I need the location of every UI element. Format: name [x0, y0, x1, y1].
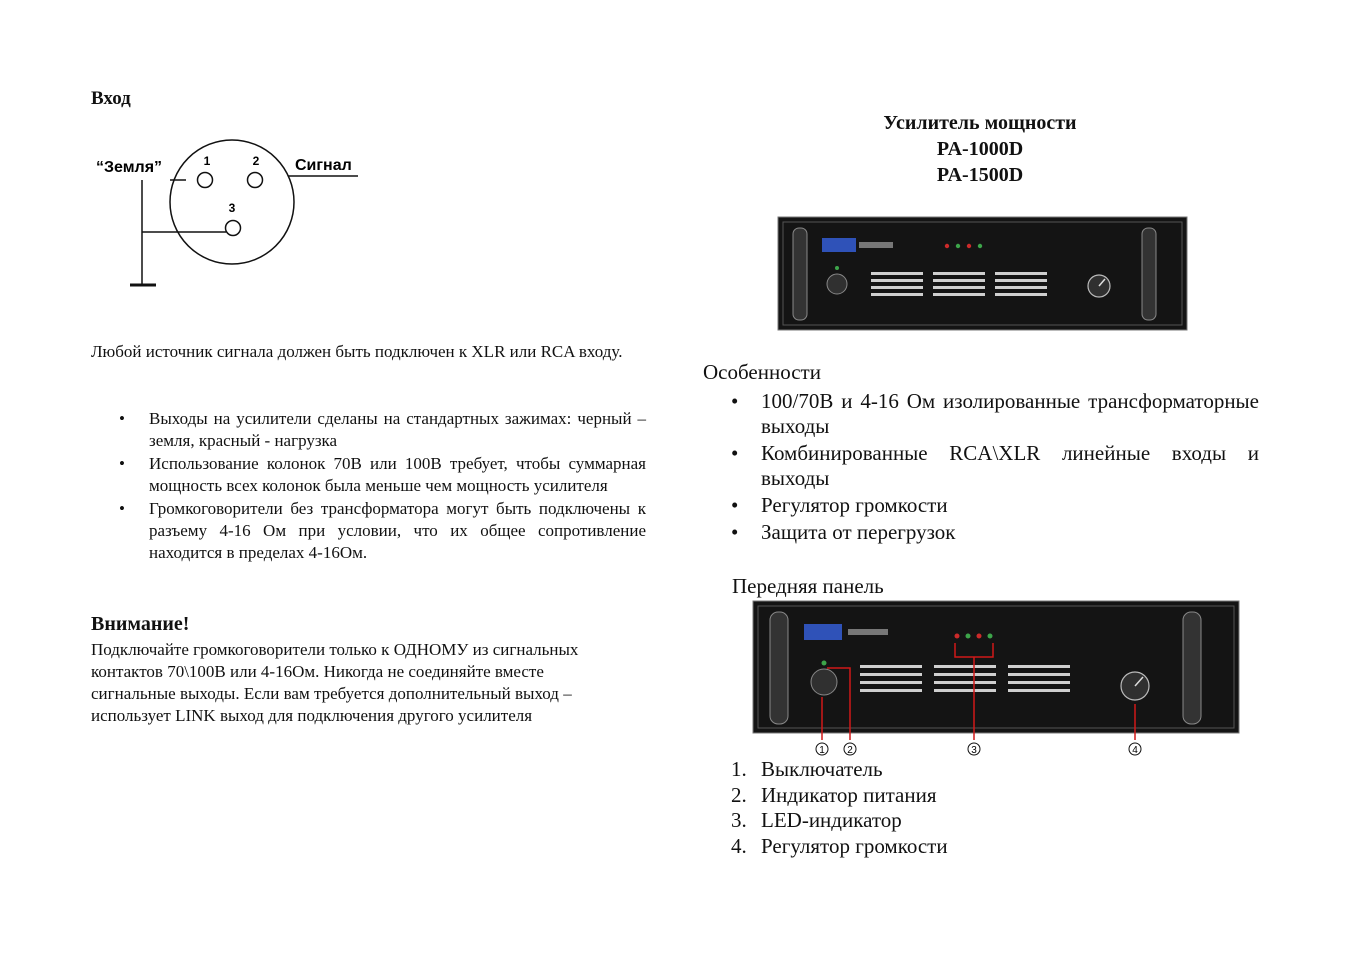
pin-1-label: 1: [203, 154, 211, 168]
front-panel-list: [731, 757, 948, 860]
list-item: 2. Индикатор питания: [731, 782, 937, 807]
list-item: 1. Выключатель: [731, 757, 883, 781]
power-indicator: [822, 661, 827, 666]
brand-logo: [822, 238, 856, 252]
callout-1-label: 1: [819, 745, 825, 756]
brand-logo: [804, 624, 842, 640]
led-3: [977, 634, 982, 639]
ground-label: “Земля”: [96, 159, 163, 176]
right-handle: [1183, 612, 1201, 724]
warning-paragraph: Подключайте громкоговорители только к ОДНОМУ из сигнальных контактов 70\100В или 4-16Ом. Никогда не соединяйте вместе сигнальные выходы. Если вам требуется дополнительный выход – использует LINK выход для подключения другого усилителя: [91, 640, 579, 725]
bullet-icon: •: [731, 493, 739, 517]
list-item: • Защита от перегрузок: [731, 520, 956, 544]
list-item: • Использование колонок 70В или 100В требует, чтобы суммарная мощность всех колонок была меньше чем мощность усилителя: [119, 454, 646, 495]
xlr-connector-diagram: [90, 128, 380, 298]
bullet-icon: •: [119, 454, 125, 473]
list-item: • 100/70В и 4-16 Ом изолированные трансформаторные выходы: [731, 389, 1259, 438]
list-item: • Комбинированные RCA\XLR линейные входы и выходы: [731, 441, 1259, 490]
led-1: [955, 634, 960, 639]
list-item: • Громкоговорители без трансформатора могут быть подключены к разъему 4-16 Ом при условии, что их общее сопротивление находится в пределах 4-16Ом.: [119, 499, 646, 562]
bullet-icon: •: [731, 389, 739, 413]
power-switch: [827, 274, 847, 294]
front-panel-heading: Передняя панель: [732, 574, 884, 598]
callout-2-label: 2: [847, 745, 853, 756]
list-item: • Регулятор громкости: [731, 493, 948, 517]
led-2: [966, 634, 971, 639]
title-line-3: PA-1500D: [936, 164, 1024, 186]
features-heading: Особенности: [703, 360, 821, 384]
list-item: 4. Регулятор громкости: [731, 834, 948, 859]
right-handle: [1142, 228, 1156, 320]
list-item: 3. LED-индикатор: [731, 808, 902, 833]
list-item: • Выходы на усилители сделаны на стандартных зажимах: черный – земля, красный - нагрузка: [119, 409, 646, 450]
pin-2-hole: [248, 173, 263, 188]
features-list: [731, 389, 1259, 547]
warning-heading: Внимание!: [91, 613, 190, 635]
pin-2-label: 2: [252, 154, 260, 168]
callout-4-label: 4: [1132, 745, 1138, 756]
power-switch: [811, 669, 837, 695]
left-handle: [793, 228, 807, 320]
bullet-icon: •: [731, 441, 739, 465]
input-heading: Вход: [91, 88, 131, 109]
left-bullet-list: [91, 408, 646, 565]
source-paragraph: Любой источник сигнала должен быть подключен к XLR или RCA входу.: [91, 342, 623, 361]
pin-3-hole: [226, 221, 241, 236]
bullet-icon: •: [119, 499, 125, 518]
pin-1-hole: [198, 173, 213, 188]
amplifier-image: [777, 216, 1188, 331]
page-title: [780, 110, 1180, 188]
callout-3-label: 3: [971, 745, 977, 756]
left-handle: [770, 612, 788, 724]
bullet-icon: •: [119, 409, 125, 428]
title-line-2: PA-1000D: [936, 138, 1024, 160]
signal-label: Сигнал: [295, 157, 352, 174]
front-panel-diagram: [750, 600, 1242, 760]
bullet-icon: •: [731, 520, 739, 544]
pin-3-label: 3: [228, 201, 236, 215]
title-line-1: Усилитель мощности: [883, 112, 1077, 134]
led-4: [988, 634, 993, 639]
